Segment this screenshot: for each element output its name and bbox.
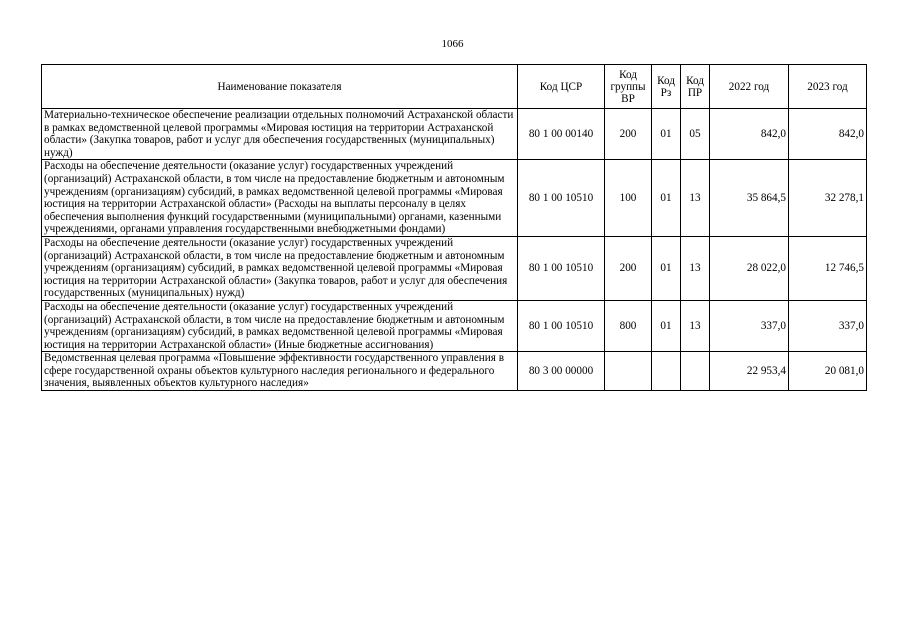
cell-2023: 842,0 xyxy=(789,109,867,160)
header-rz: Код Рз xyxy=(652,65,681,109)
cell-pr xyxy=(681,352,710,391)
page-number: 1066 xyxy=(441,38,464,50)
cell-2022: 337,0 xyxy=(710,300,789,351)
cell-pr: 13 xyxy=(681,160,710,237)
cell-csr: 80 1 00 10510 xyxy=(518,160,605,237)
cell-vr xyxy=(605,352,652,391)
cell-2023: 20 081,0 xyxy=(789,352,867,391)
cell-2022: 28 022,0 xyxy=(710,236,789,300)
cell-csr: 80 3 00 00000 xyxy=(518,352,605,391)
header-csr: Код ЦСР xyxy=(518,65,605,109)
header-name: Наименование показателя xyxy=(42,65,518,109)
cell-2022: 22 953,4 xyxy=(710,352,789,391)
cell-2023: 337,0 xyxy=(789,300,867,351)
cell-pr: 13 xyxy=(681,236,710,300)
table-body xyxy=(42,109,867,391)
cell-name: Расходы на обеспечение деятельности (оказание услуг) государственных учреждений (организаций) Астраханской области, в том числе на предоставление бюджетным и автономным учреждениям (организациям) субсидий, в рамках ведомственной целевой программы «Мировая юстиция на территории Астраханской области» (Расходы на выплаты персоналу в целях обеспечения выполнения функций государственными (муниципальными) органами, казенными учреждениями, органами управления государственными внебюджетными фондами) xyxy=(42,160,518,237)
header-vr: Код группы ВР xyxy=(605,65,652,109)
cell-2022: 35 864,5 xyxy=(710,160,789,237)
cell-vr: 100 xyxy=(605,160,652,237)
cell-csr: 80 1 00 10510 xyxy=(518,236,605,300)
cell-csr: 80 1 00 10510 xyxy=(518,300,605,351)
budget-table xyxy=(41,64,867,391)
table-row xyxy=(42,236,867,300)
cell-2022: 842,0 xyxy=(710,109,789,160)
cell-csr: 80 1 00 00140 xyxy=(518,109,605,160)
table-row xyxy=(42,109,867,160)
header-pr: Код ПР xyxy=(681,65,710,109)
cell-rz: 01 xyxy=(652,109,681,160)
header-2022: 2022 год xyxy=(710,65,789,109)
table-header xyxy=(42,65,867,109)
cell-rz: 01 xyxy=(652,300,681,351)
cell-vr: 200 xyxy=(605,109,652,160)
cell-pr: 05 xyxy=(681,109,710,160)
table-row xyxy=(42,352,867,391)
cell-pr: 13 xyxy=(681,300,710,351)
table-row xyxy=(42,300,867,351)
cell-2023: 32 278,1 xyxy=(789,160,867,237)
cell-rz: 01 xyxy=(652,236,681,300)
cell-rz xyxy=(652,352,681,391)
cell-vr: 800 xyxy=(605,300,652,351)
cell-vr: 200 xyxy=(605,236,652,300)
cell-name: Расходы на обеспечение деятельности (оказание услуг) государственных учреждений (организаций) Астраханской области, в том числе на предоставление бюджетным и автономным учреждениям (организациям) субсидий, в рамках ведомственной целевой программы «Мировая юстиция на территории Астраханской области» (Иные бюджетные ассигнования) xyxy=(42,300,518,351)
cell-name: Ведомственная целевая программа «Повышение эффективности государственного управления в сфере государственной охраны объектов культурного наследия регионального и федерального значения, выявленных объектов культурного наследия» xyxy=(42,352,518,391)
cell-name: Расходы на обеспечение деятельности (оказание услуг) государственных учреждений (организаций) Астраханской области, в том числе на предоставление бюджетным и автономным учреждениям (организациям) субсидий, в рамках ведомственной целевой программы «Мировая юстиция на территории Астраханской области» (Закупка товаров, работ и услуг для обеспечения государственных (муниципальных) нужд) xyxy=(42,236,518,300)
cell-rz: 01 xyxy=(652,160,681,237)
table-row xyxy=(42,160,867,237)
cell-2023: 12 746,5 xyxy=(789,236,867,300)
header-2023: 2023 год xyxy=(789,65,867,109)
cell-name: Материально-техническое обеспечение реализации отдельных полномочий Астраханской области в рамках ведомственной целевой программы «Мировая юстиция на территории Астраханской области» (Закупка товаров, работ и услуг для обеспечения государственных (муниципальных) нужд) xyxy=(42,109,518,160)
